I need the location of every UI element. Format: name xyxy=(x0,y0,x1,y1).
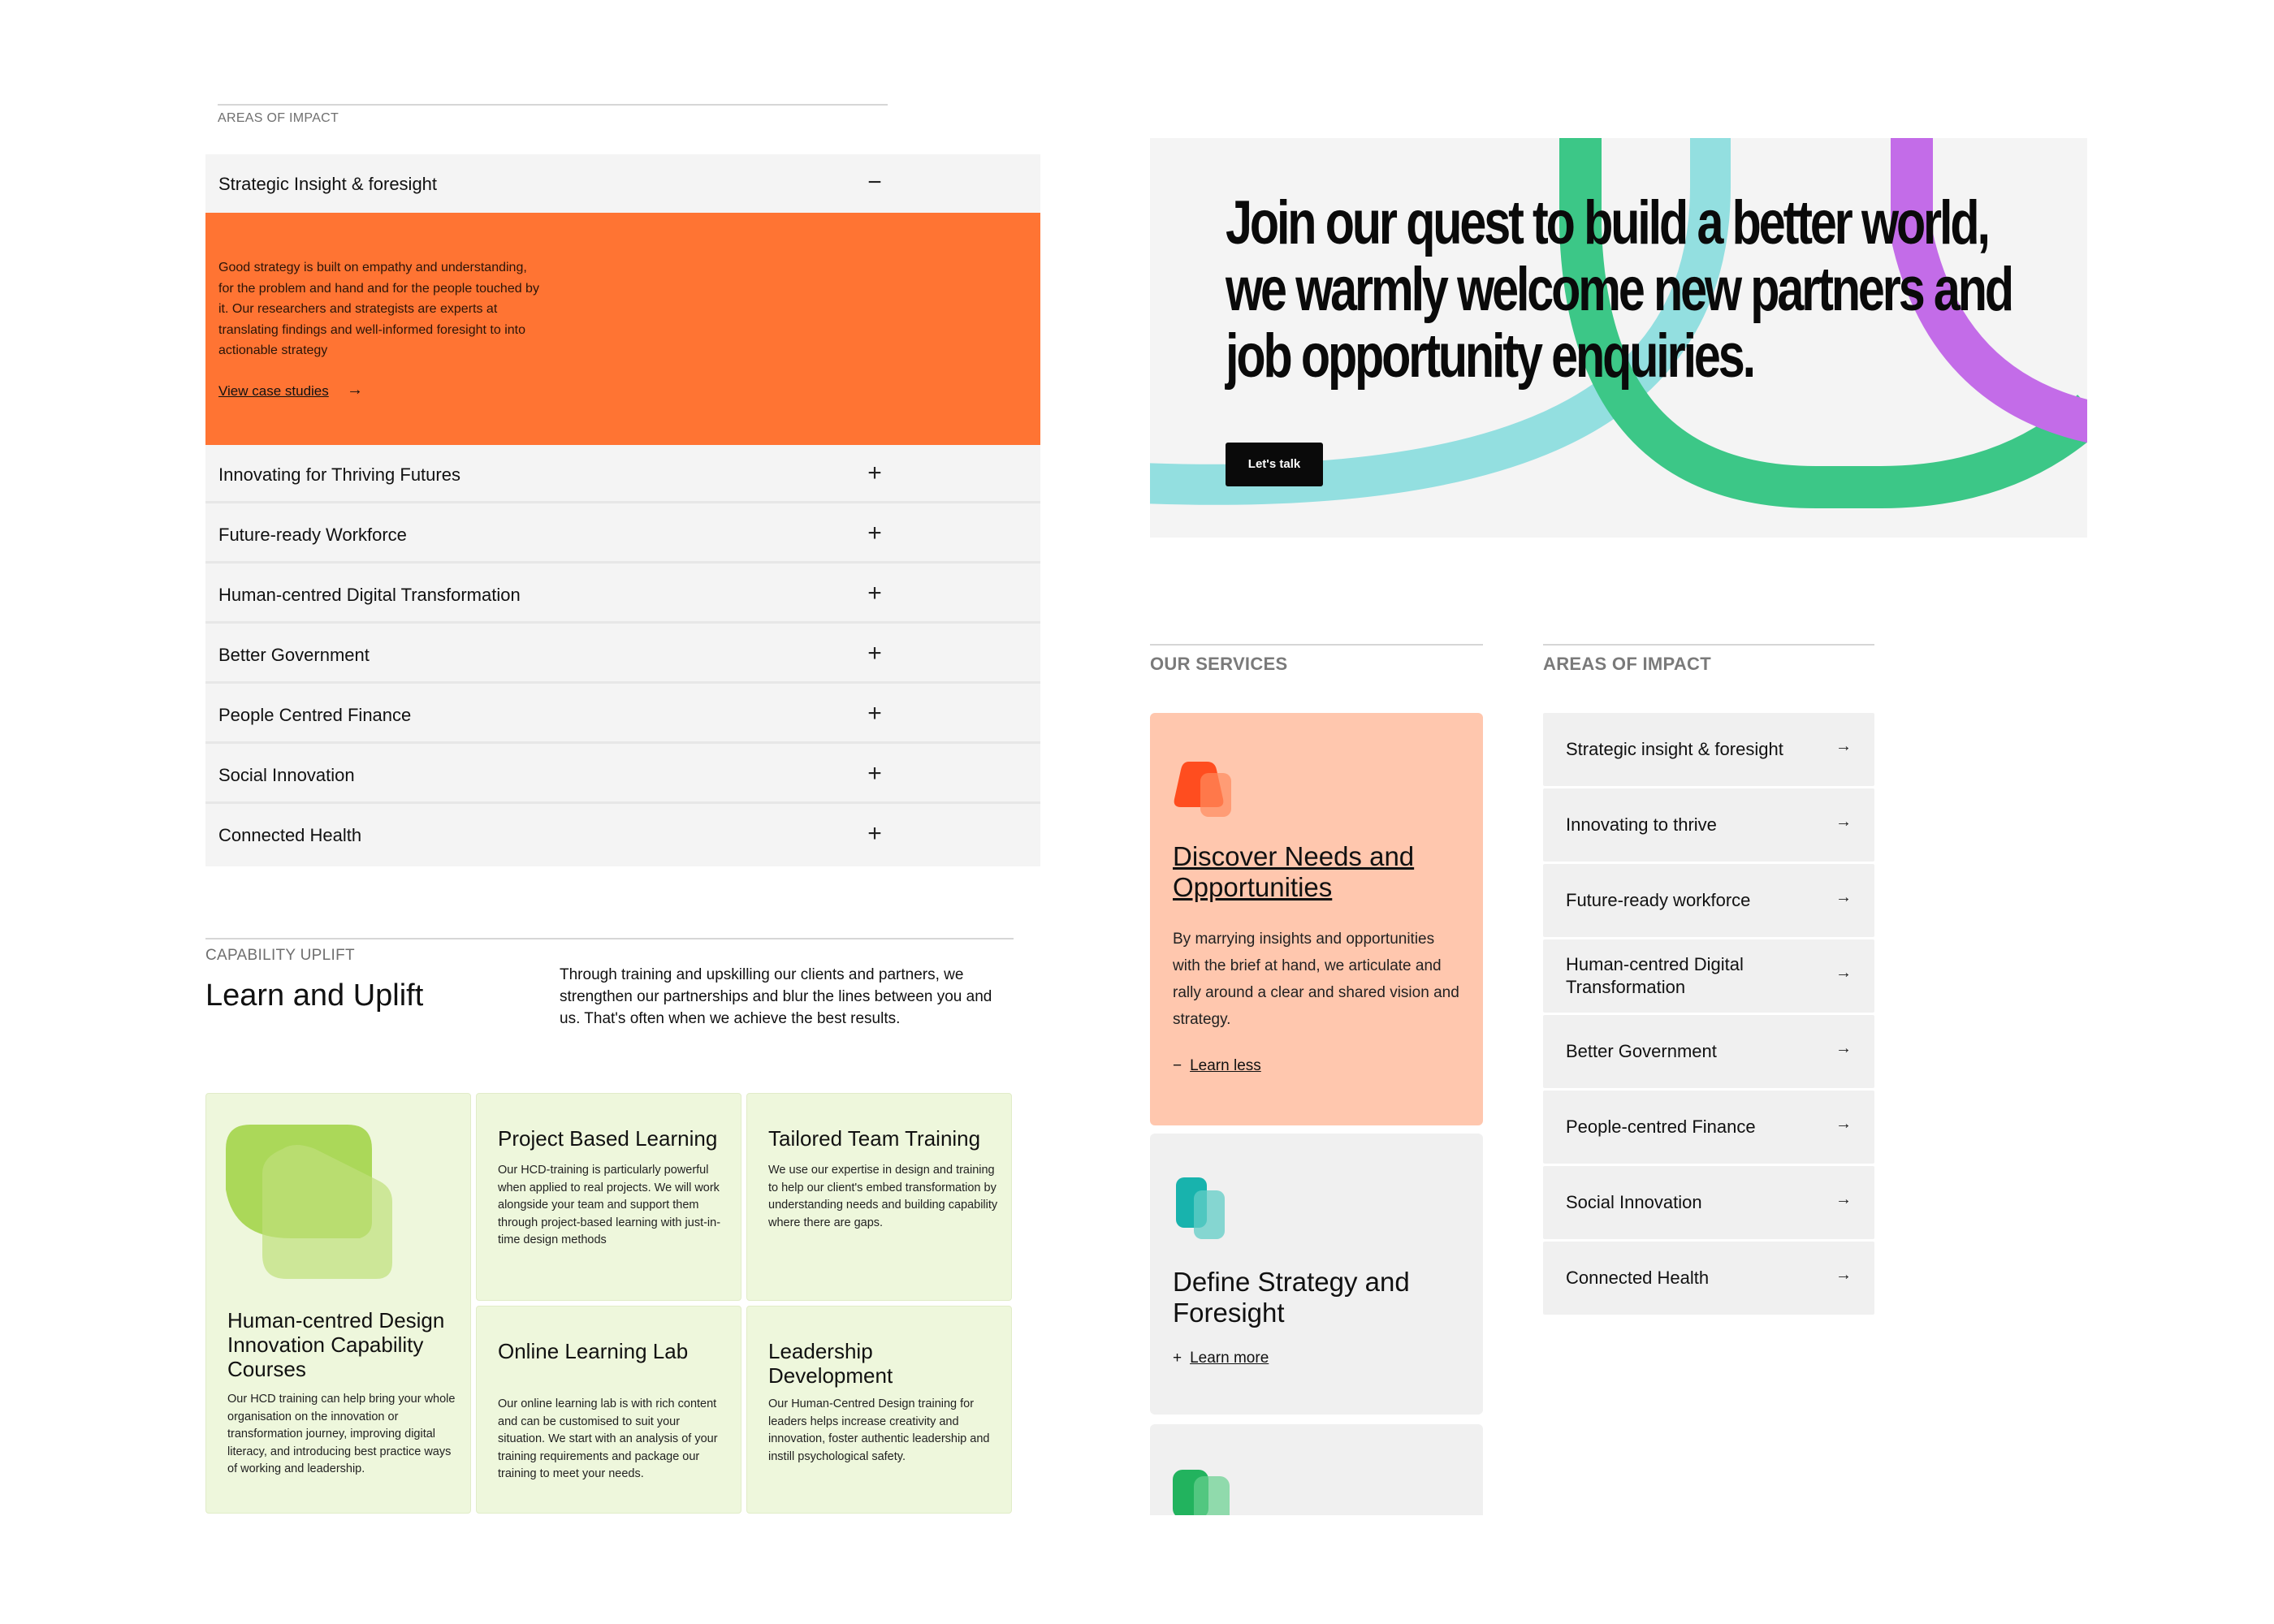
blob-icon xyxy=(1173,1470,1233,1515)
service-card-third[interactable] xyxy=(1150,1424,1483,1515)
accordion-item-innovating[interactable] xyxy=(205,445,1040,503)
impact-link-government[interactable] xyxy=(1543,1015,1874,1088)
impact-link-strategic[interactable] xyxy=(1543,713,1874,786)
impact-link-label: Human-centred Digital Transformation xyxy=(1566,954,1744,997)
accordion-label: Connected Health xyxy=(218,825,362,845)
impact-accordion xyxy=(205,154,1040,866)
plus-icon[interactable]: + xyxy=(867,820,882,847)
arrow-right-icon: → xyxy=(1835,964,1852,982)
accordion-item-better-government[interactable] xyxy=(205,625,1040,684)
arrow-right-icon: → xyxy=(1835,888,1852,906)
course-tile-hcd[interactable] xyxy=(205,1093,471,1514)
section-eyebrow: AREAS OF IMPACT xyxy=(1543,654,1711,674)
arrow-right-icon: → xyxy=(1835,1039,1852,1057)
service-card-discover[interactable] xyxy=(1150,713,1483,1125)
impact-link-finance[interactable] xyxy=(1543,1091,1874,1164)
plus-icon[interactable]: + xyxy=(867,580,882,607)
section-description: Through training and upskilling our clients and partners, we strengthen our partnerships and blur the lines between you and us. That's often when we achieve the best results. xyxy=(560,966,992,1027)
plus-icon[interactable]: + xyxy=(867,520,882,546)
accordion-panel-strategic-insight xyxy=(205,213,1040,445)
service-title: Define Strategy and Foresight xyxy=(1173,1267,1410,1328)
impact-link-digital[interactable] xyxy=(1543,939,1874,1013)
service-card-define[interactable] xyxy=(1150,1134,1483,1415)
arrow-right-icon: → xyxy=(1835,813,1852,831)
impact-link-label: People-centred Finance xyxy=(1566,1116,1756,1137)
impact-link-label: Better Government xyxy=(1566,1041,1717,1061)
section-title: Learn and Uplift xyxy=(205,978,424,1013)
arrow-right-icon: → xyxy=(1835,1190,1852,1208)
tile-title: Project Based Learning xyxy=(498,1126,718,1151)
plus-icon: + xyxy=(1173,1350,1182,1367)
arrow-right-icon: → xyxy=(1835,1115,1852,1133)
impact-link-label: Strategic insight & foresight xyxy=(1566,739,1783,759)
accordion-label: People Centred Finance xyxy=(218,705,412,725)
tile-title: Tailored Team Training xyxy=(768,1126,981,1151)
view-case-studies-link[interactable]: View case studies xyxy=(218,383,329,399)
tile-text: We use our expertise in design and training to help our client's embed transformation by understanding needs and building capability where there are gaps. xyxy=(768,1164,998,1229)
join-headline: Join our quest to build a better world, we warmly welcome new partners and job opportunity enquiries. xyxy=(1226,188,2012,391)
toggle-label: Learn less xyxy=(1190,1057,1261,1074)
section-divider xyxy=(1150,644,1483,646)
section-eyebrow: AREAS OF IMPACT xyxy=(218,111,339,125)
plus-icon[interactable]: + xyxy=(867,640,882,667)
plus-icon[interactable]: + xyxy=(867,760,882,787)
minus-icon: − xyxy=(1173,1057,1182,1074)
accordion-header-strategic-insight[interactable] xyxy=(205,154,1040,213)
arrow-right-icon: → xyxy=(1835,1266,1852,1284)
accordion-label: Future-ready Workforce xyxy=(218,525,407,545)
impact-link-workforce[interactable] xyxy=(1543,864,1874,937)
tile-text: Our HCD training can help bring your whole organisation on the innovation or transformation journey, improving digital literacy, and introducing best practice ways of working and leadership. xyxy=(227,1393,456,1475)
arrow-right-icon: → xyxy=(1835,737,1852,755)
learn-less-toggle[interactable] xyxy=(1173,1057,1261,1075)
impact-link-label: Future-ready workforce xyxy=(1566,890,1751,910)
section-divider xyxy=(205,938,1014,939)
accordion-label: Better Government xyxy=(218,645,370,665)
course-tile-online[interactable] xyxy=(476,1306,741,1514)
accordion-item-digital-transformation[interactable] xyxy=(205,565,1040,624)
impact-link-label: Innovating to thrive xyxy=(1566,814,1717,835)
section-divider xyxy=(218,104,888,106)
service-title[interactable]: Discover Needs and Opportunities xyxy=(1173,841,1415,902)
course-tile-project[interactable] xyxy=(476,1093,741,1301)
course-tile-leadership[interactable] xyxy=(746,1306,1012,1514)
plus-icon[interactable]: + xyxy=(867,700,882,727)
learn-more-toggle[interactable] xyxy=(1173,1350,1269,1367)
accordion-item-social-innovation[interactable] xyxy=(205,745,1040,804)
accordion-item-future-ready[interactable] xyxy=(205,505,1040,564)
accordion-label: Social Innovation xyxy=(218,765,355,785)
impact-link-innovating[interactable] xyxy=(1543,788,1874,862)
accordion-panel-text: Good strategy is built on empathy and understanding, for the problem and hand and for the people touched by it. Our researchers and strategists are experts at translating findings and well-informed foresight to into actionable strategy xyxy=(218,261,539,357)
tile-title: Leadership Development xyxy=(768,1339,893,1388)
tile-title: Online Learning Lab xyxy=(498,1339,689,1363)
blob-icon xyxy=(226,1125,396,1291)
plus-icon[interactable]: + xyxy=(867,460,882,486)
lets-talk-button[interactable]: Let's talk xyxy=(1226,443,1323,486)
impact-link-health[interactable] xyxy=(1543,1242,1874,1315)
accordion-label: Strategic Insight & foresight xyxy=(218,174,438,194)
section-divider xyxy=(1543,644,1874,646)
tile-text: Our online learning lab is with rich content and can be customised to suit your situation. We start with an analysis of your training requirements and package our training to meet your needs. xyxy=(498,1397,718,1480)
accordion-label: Innovating for Thriving Futures xyxy=(218,464,460,485)
arrow-right-icon: → xyxy=(347,381,363,399)
section-eyebrow: CAPABILITY UPLIFT xyxy=(205,947,355,964)
section-eyebrow: OUR SERVICES xyxy=(1150,654,1288,674)
service-text: By marrying insights and opportunities with the brief at hand, we articulate and rally around a clear and shared vision and strategy. xyxy=(1173,931,1459,1028)
impact-link-label: Connected Health xyxy=(1566,1268,1710,1288)
toggle-label: Learn more xyxy=(1190,1350,1269,1367)
blob-icon xyxy=(1176,1177,1226,1239)
accordion-item-connected-health[interactable] xyxy=(205,806,1040,866)
tile-title: Human-centred Design Innovation Capability Courses xyxy=(227,1308,445,1381)
impact-link-label: Social Innovation xyxy=(1566,1192,1702,1212)
tile-text: Our HCD-training is particularly powerful when applied to real projects. We will work alongside your team and support them through project-based learning with just-in-time design methods xyxy=(498,1164,721,1246)
course-tile-tailored[interactable] xyxy=(746,1093,1012,1301)
join-banner xyxy=(1150,138,2087,538)
blob-icon xyxy=(1173,760,1233,818)
accordion-label: Human-centred Digital Transformation xyxy=(218,585,521,605)
accordion-item-finance[interactable] xyxy=(205,685,1040,744)
minus-icon[interactable]: − xyxy=(867,169,882,196)
tile-text: Our Human-Centred Design training for leaders helps increase creativity and innovation, foster authentic leadership and instill psychological safety. xyxy=(768,1397,990,1463)
impact-link-social[interactable] xyxy=(1543,1166,1874,1239)
